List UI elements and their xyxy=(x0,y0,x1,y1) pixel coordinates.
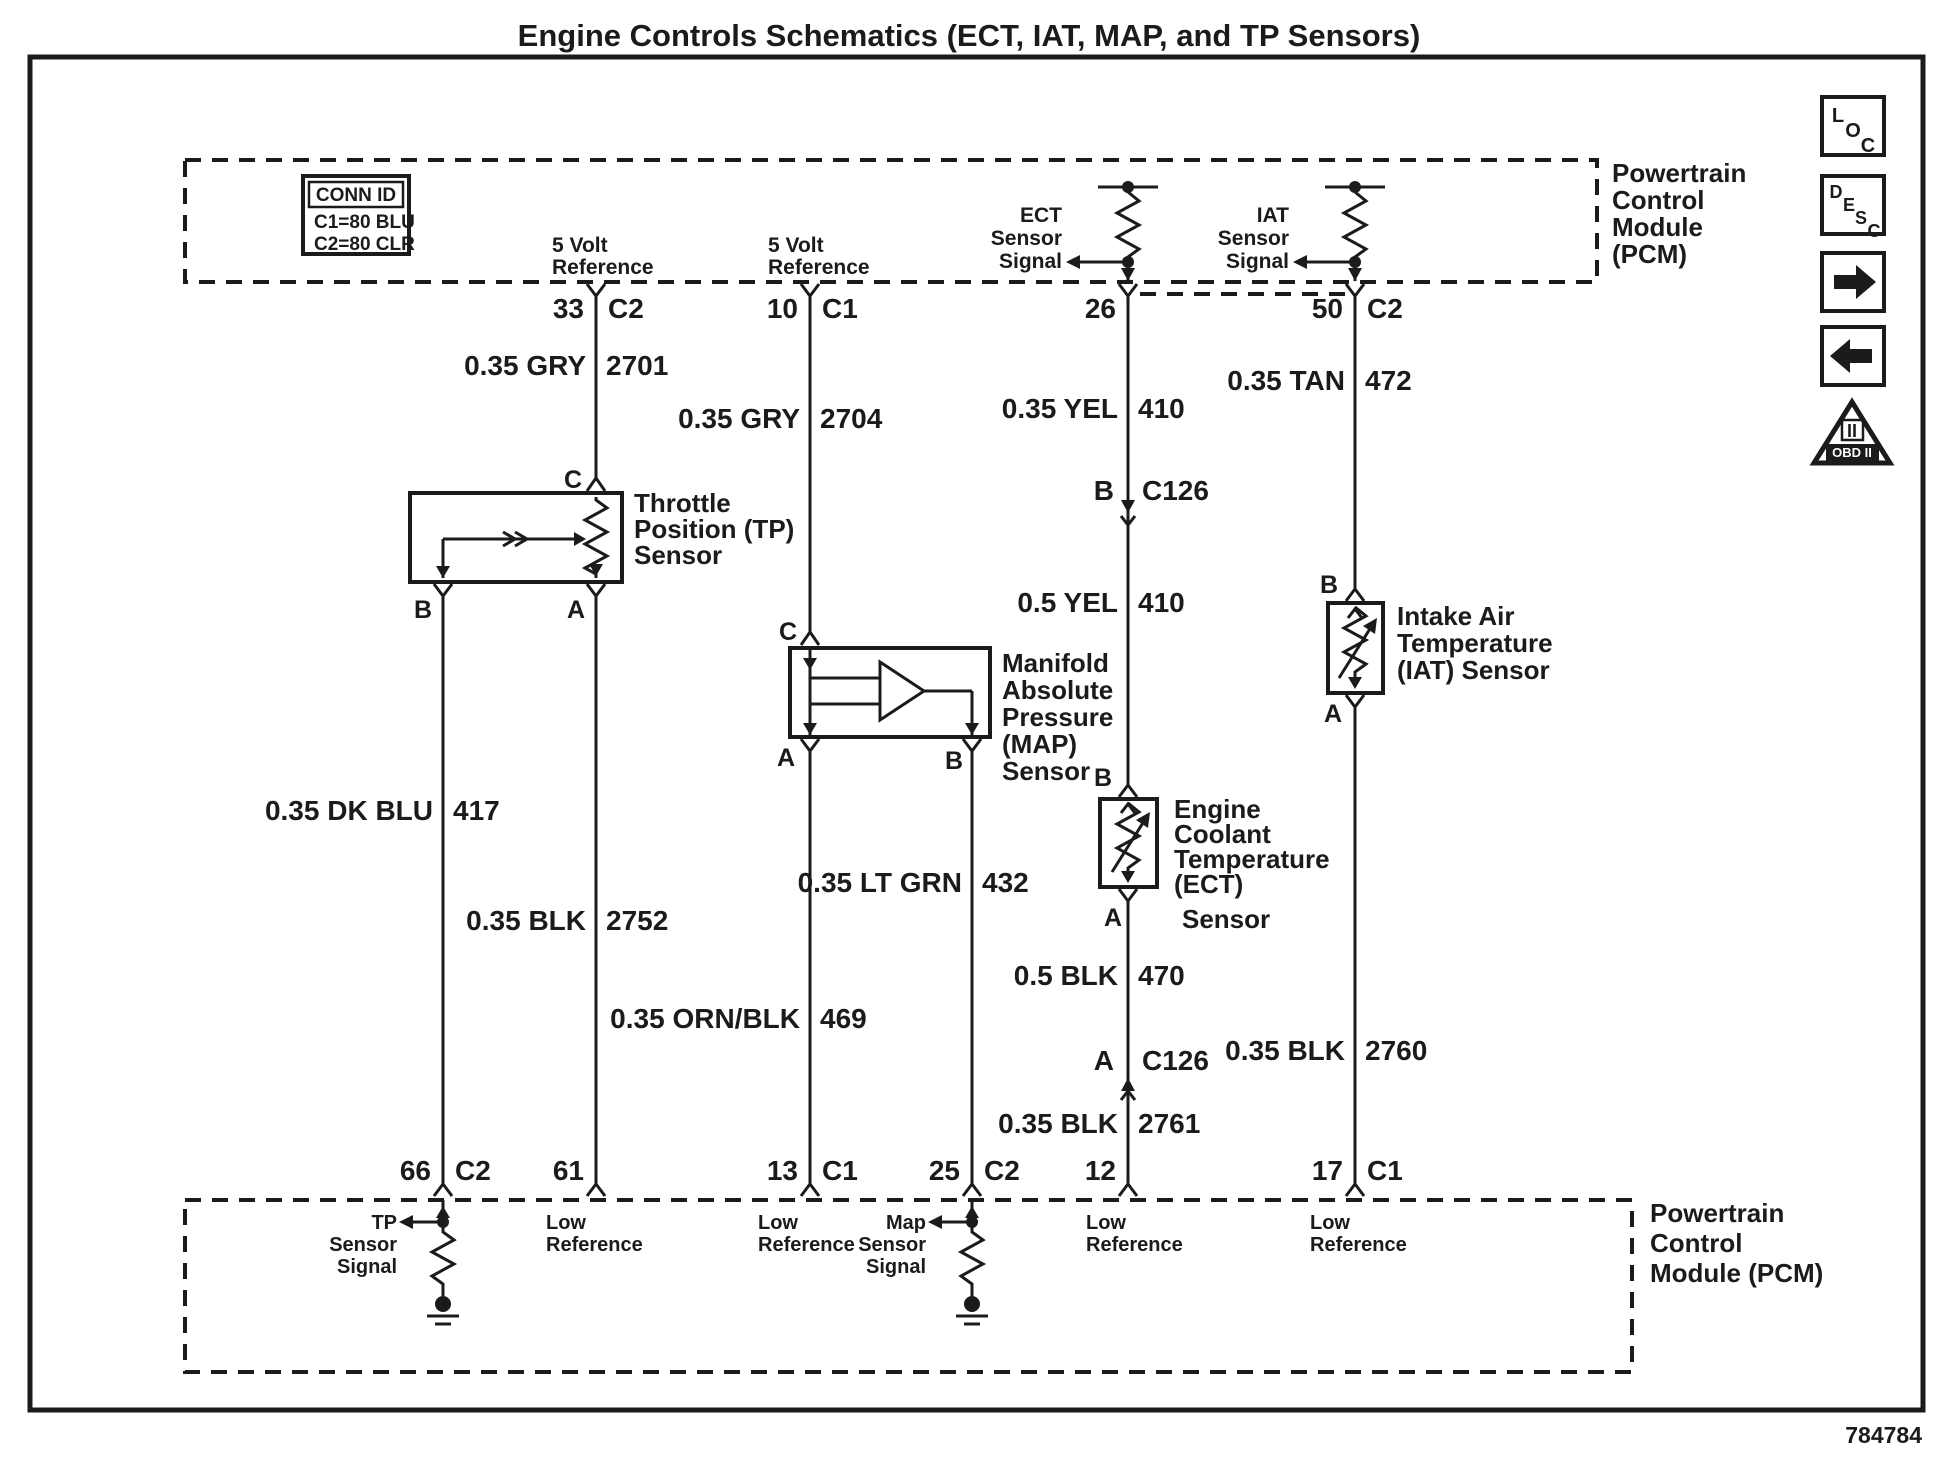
connector-fork xyxy=(1346,695,1364,707)
connector-name: C126 xyxy=(1142,475,1209,506)
wire-circuit: 410 xyxy=(1138,587,1185,618)
wire-spec: 0.35 ORN/BLK xyxy=(610,1003,800,1034)
connector-terminal: B xyxy=(1093,475,1114,506)
low-ref-label: Low xyxy=(758,1212,798,1234)
wire-label-ect-signal-lower xyxy=(1017,587,1184,618)
wire-label-ect-signal-upper xyxy=(1002,393,1185,424)
connector-fork xyxy=(1119,1184,1137,1196)
terminal-label: C xyxy=(563,466,582,494)
wire-circuit: 2760 xyxy=(1365,1035,1428,1066)
pin-number: 17 xyxy=(1311,1155,1343,1186)
pcm-map-signal-termination xyxy=(858,1200,988,1324)
map-sensor-name: Absolute xyxy=(1002,675,1114,705)
wire-spec: 0.5 BLK xyxy=(1013,960,1118,991)
tp-sensor-name: Sensor xyxy=(634,540,723,570)
iat-sensor-name: Intake Air xyxy=(1397,601,1515,631)
low-ref-label: Low xyxy=(546,1212,586,1234)
loc-button-letter: L xyxy=(1831,105,1845,127)
connector-fork xyxy=(1119,284,1137,296)
loc-button-letter: O xyxy=(1845,120,1861,142)
connector-fork xyxy=(1119,889,1137,901)
connector-fork xyxy=(1346,1184,1364,1196)
iat-sensor-name: (IAT) Sensor xyxy=(1397,655,1550,685)
previous-button[interactable] xyxy=(1822,327,1884,385)
pin-bottom-13 xyxy=(767,1155,858,1196)
wire-spec: 0.5 YEL xyxy=(1017,587,1118,618)
terminal-label: A xyxy=(1323,700,1343,728)
wire-spec: 0.35 TAN xyxy=(1227,365,1345,396)
wire-circuit: 417 xyxy=(453,795,500,826)
wire-label-map-low xyxy=(610,1003,867,1034)
wire-circuit: 410 xyxy=(1138,393,1185,424)
tp-signal-label: Signal xyxy=(336,1256,397,1278)
junction-dot xyxy=(1349,181,1361,193)
pcm-top-label: (PCM) xyxy=(1612,239,1688,269)
inline-connector-a-c126 xyxy=(1094,1045,1209,1100)
obd2-glyph: II xyxy=(1846,421,1858,441)
terminal-label: B xyxy=(944,747,964,775)
wire-spec: 0.35 LT GRN xyxy=(797,867,962,898)
left-arrow-icon xyxy=(1830,339,1872,373)
wire-circuit: 2752 xyxy=(606,905,669,936)
connector-fork xyxy=(963,739,981,751)
pin-connector: C2 xyxy=(984,1155,1020,1186)
terminal-label: A xyxy=(1103,904,1123,932)
tp-sensor-name: Throttle xyxy=(634,488,731,518)
wire-label-tp-5v xyxy=(464,350,668,381)
ground-dot xyxy=(435,1296,451,1312)
down-arrowhead xyxy=(1121,500,1135,513)
pin-number: 66 xyxy=(399,1155,431,1186)
wire-spec: 0.35 BLK xyxy=(466,905,586,936)
wire-circuit: 432 xyxy=(982,867,1029,898)
thermistor-arrow xyxy=(1112,818,1146,872)
terminal-label: B xyxy=(1319,571,1338,599)
low-ref-label: Reference xyxy=(1086,1234,1183,1256)
desc-button-letter: C xyxy=(1867,221,1881,241)
low-ref-label: Low xyxy=(1086,1212,1126,1234)
ect-sensor-name: Sensor xyxy=(1182,904,1271,934)
resistor-symbol xyxy=(1344,192,1366,262)
amplifier-symbol xyxy=(880,662,924,720)
connector-fork xyxy=(1346,589,1364,601)
desc-button-letter: S xyxy=(1854,208,1868,228)
wire-label-map-signal xyxy=(798,867,1029,898)
loc-button[interactable] xyxy=(1822,97,1884,157)
wire-circuit: 2761 xyxy=(1138,1108,1201,1139)
conn-id-table xyxy=(303,176,415,255)
down-arrowhead xyxy=(1121,871,1135,883)
wire-spec: 0.35 GRY xyxy=(464,350,586,381)
pin-connector: C1 xyxy=(822,293,858,324)
low-ref-label: Reference xyxy=(1310,1234,1407,1256)
pin-number: 13 xyxy=(766,1155,798,1186)
conn-id-row: C2=80 CLR xyxy=(314,234,415,255)
left-arrowhead xyxy=(399,1215,413,1229)
connector-fork xyxy=(801,1184,819,1196)
ect-sensor-name: Coolant xyxy=(1174,819,1271,849)
desc-button-letter: D xyxy=(1829,182,1843,202)
next-button[interactable] xyxy=(1822,253,1884,311)
pin-connector: C2 xyxy=(608,293,644,324)
down-arrowhead xyxy=(803,658,817,670)
wire-circuit: 469 xyxy=(820,1003,867,1034)
pin-bottom-66 xyxy=(400,1155,491,1196)
resistor-symbol xyxy=(432,1222,454,1296)
obd2-badge[interactable] xyxy=(1814,402,1890,463)
connector-fork xyxy=(801,632,819,645)
ect-sensor-name: (ECT) xyxy=(1174,869,1244,899)
pin-connector: C1 xyxy=(822,1155,858,1186)
wire-spec: 0.35 BLK xyxy=(1225,1035,1345,1066)
connector-terminal: A xyxy=(1093,1045,1114,1076)
pcm-iat-signal-source xyxy=(1218,181,1385,281)
pin-number: 10 xyxy=(766,293,798,324)
five-volt-ref-label: Reference xyxy=(552,256,654,279)
map-signal-label: Signal xyxy=(865,1256,926,1278)
low-ref-label: Reference xyxy=(546,1234,643,1256)
connector-fork xyxy=(963,1184,981,1196)
pcm-top-label: Powertrain xyxy=(1612,158,1747,188)
left-arrowhead xyxy=(1066,255,1080,269)
five-volt-ref-label: 5 Volt xyxy=(768,234,824,257)
map-sensor-name: (MAP) xyxy=(1002,729,1078,759)
iat-signal-label: Sensor xyxy=(1217,227,1289,250)
terminal-label: A xyxy=(776,744,796,772)
tp-signal-label: Sensor xyxy=(329,1234,397,1256)
five-volt-ref-label: 5 Volt xyxy=(552,234,608,257)
tp-sensor xyxy=(410,466,794,624)
pin-top-50 xyxy=(1312,284,1403,324)
wire-circuit: 2704 xyxy=(820,403,883,434)
connector-name: C126 xyxy=(1142,1045,1209,1076)
connector-fork xyxy=(801,284,819,296)
ect-signal-label: Signal xyxy=(998,250,1062,273)
terminal-label: B xyxy=(1093,764,1112,792)
wire-spec: 0.35 GRY xyxy=(678,403,800,434)
pcm-tp-signal-termination xyxy=(329,1200,459,1324)
connector-fork xyxy=(434,1184,452,1196)
diag-arrowhead xyxy=(1136,812,1150,828)
pin-number: 61 xyxy=(552,1155,584,1186)
tp-signal-label: TP xyxy=(371,1212,397,1234)
pcm-bottom-label: Module (PCM) xyxy=(1650,1258,1824,1288)
resistor-symbol xyxy=(1117,192,1139,262)
left-arrowhead xyxy=(1293,255,1307,269)
desc-button[interactable] xyxy=(1822,176,1884,241)
pin-number: 26 xyxy=(1084,293,1116,324)
junction-dot xyxy=(1122,181,1134,193)
low-ref-label: Reference xyxy=(758,1234,855,1256)
pin-bottom-17 xyxy=(1312,1155,1403,1196)
pin-bottom-25 xyxy=(929,1155,1020,1196)
connector-fork xyxy=(801,739,819,751)
wire-circuit: 2701 xyxy=(606,350,669,381)
iat-sensor xyxy=(1320,571,1553,728)
down-arrowhead xyxy=(436,566,450,578)
pin-number: 25 xyxy=(928,1155,960,1186)
iat-signal-label: IAT xyxy=(1256,204,1289,227)
wire-spec: 0.35 YEL xyxy=(1001,393,1118,424)
connector-fork xyxy=(434,584,452,596)
down-arrowhead xyxy=(1348,268,1362,281)
iat-signal-label: Signal xyxy=(1225,250,1289,273)
wire-label-tp-low xyxy=(466,905,668,936)
down-arrowhead xyxy=(803,723,817,735)
ect-signal-label: ECT xyxy=(1020,204,1062,227)
pin-top-10 xyxy=(767,284,858,324)
connector-fork xyxy=(1346,284,1364,296)
map-sensor-name: Sensor xyxy=(1002,756,1091,786)
obd2-label: OBD II xyxy=(1832,445,1872,460)
wire-label-map-5v xyxy=(678,403,883,434)
wire-label-iat-signal xyxy=(1227,365,1411,396)
wire-circuit: 470 xyxy=(1138,960,1185,991)
pin-number: 33 xyxy=(552,293,584,324)
resistor-symbol xyxy=(961,1222,983,1296)
map-sensor-name: Pressure xyxy=(1002,702,1114,732)
wire-label-ect-low-lower xyxy=(998,1108,1200,1139)
connector-fork xyxy=(587,284,605,296)
wire-circuit: 472 xyxy=(1365,365,1412,396)
figure-number: 784784 xyxy=(1845,1422,1922,1448)
pin-top-33 xyxy=(553,284,644,324)
map-sensor xyxy=(777,618,1113,786)
map-signal-label: Map xyxy=(886,1212,926,1234)
pin-connector: C2 xyxy=(455,1155,491,1186)
down-arrowhead xyxy=(1348,677,1362,689)
wire-label-iat-low xyxy=(1225,1035,1427,1066)
left-arrowhead xyxy=(928,1215,942,1229)
iat-sensor-name: Temperature xyxy=(1397,628,1553,658)
pcm-top-label: Control xyxy=(1612,185,1705,215)
pcm-ect-signal-source xyxy=(991,181,1158,281)
pin-number: 12 xyxy=(1084,1155,1116,1186)
conn-id-row: C1=80 BLU xyxy=(314,212,415,233)
terminal-label: B xyxy=(413,596,433,624)
ground-dot xyxy=(964,1296,980,1312)
pin-number: 50 xyxy=(1311,293,1343,324)
five-volt-ref-label: Reference xyxy=(768,256,870,279)
pcm-top-label: Module xyxy=(1612,212,1703,242)
low-ref-label: Low xyxy=(1310,1212,1350,1234)
ect-signal-label: Sensor xyxy=(990,227,1062,250)
connector-fork xyxy=(587,478,605,491)
wire-label-ect-low-upper xyxy=(1014,960,1185,991)
ect-sensor-name: Engine xyxy=(1174,794,1261,824)
connector-fork xyxy=(587,1184,605,1196)
loc-button-letter: C xyxy=(1860,135,1876,157)
connector-fork xyxy=(1119,785,1137,797)
terminal-label: C xyxy=(778,618,797,646)
thermistor-symbol xyxy=(1117,803,1139,880)
inline-connector-b-c126 xyxy=(1094,475,1209,525)
wire-label-tp-signal xyxy=(265,795,500,826)
map-signal-label: Sensor xyxy=(858,1234,926,1256)
thermistor-symbol xyxy=(1344,607,1366,686)
map-sensor-name: Manifold xyxy=(1002,648,1109,678)
down-arrowhead xyxy=(1121,268,1135,281)
desc-button-letter: E xyxy=(1842,195,1856,215)
tp-sensor-name: Position (TP) xyxy=(634,514,795,544)
pin-connector: C1 xyxy=(1367,1155,1403,1186)
connector-fork xyxy=(587,584,605,596)
wire-spec: 0.35 DK BLU xyxy=(264,795,433,826)
down-arrowhead xyxy=(965,723,979,735)
pin-connector: C2 xyxy=(1367,293,1403,324)
diag-arrowhead xyxy=(1363,618,1377,634)
conn-id-header: CONN ID xyxy=(315,185,397,206)
right-arrow-icon xyxy=(1834,265,1876,299)
wire-spec: 0.35 BLK xyxy=(998,1108,1118,1139)
terminal-label: A xyxy=(566,596,586,624)
pcm-bottom-label: Control xyxy=(1650,1228,1743,1258)
ect-sensor-name: Temperature xyxy=(1174,844,1330,874)
page-title: Engine Controls Schematics (ECT, IAT, MAP, and TP Sensors) xyxy=(517,18,1421,53)
pcm-bottom-label: Powertrain xyxy=(1650,1198,1785,1228)
